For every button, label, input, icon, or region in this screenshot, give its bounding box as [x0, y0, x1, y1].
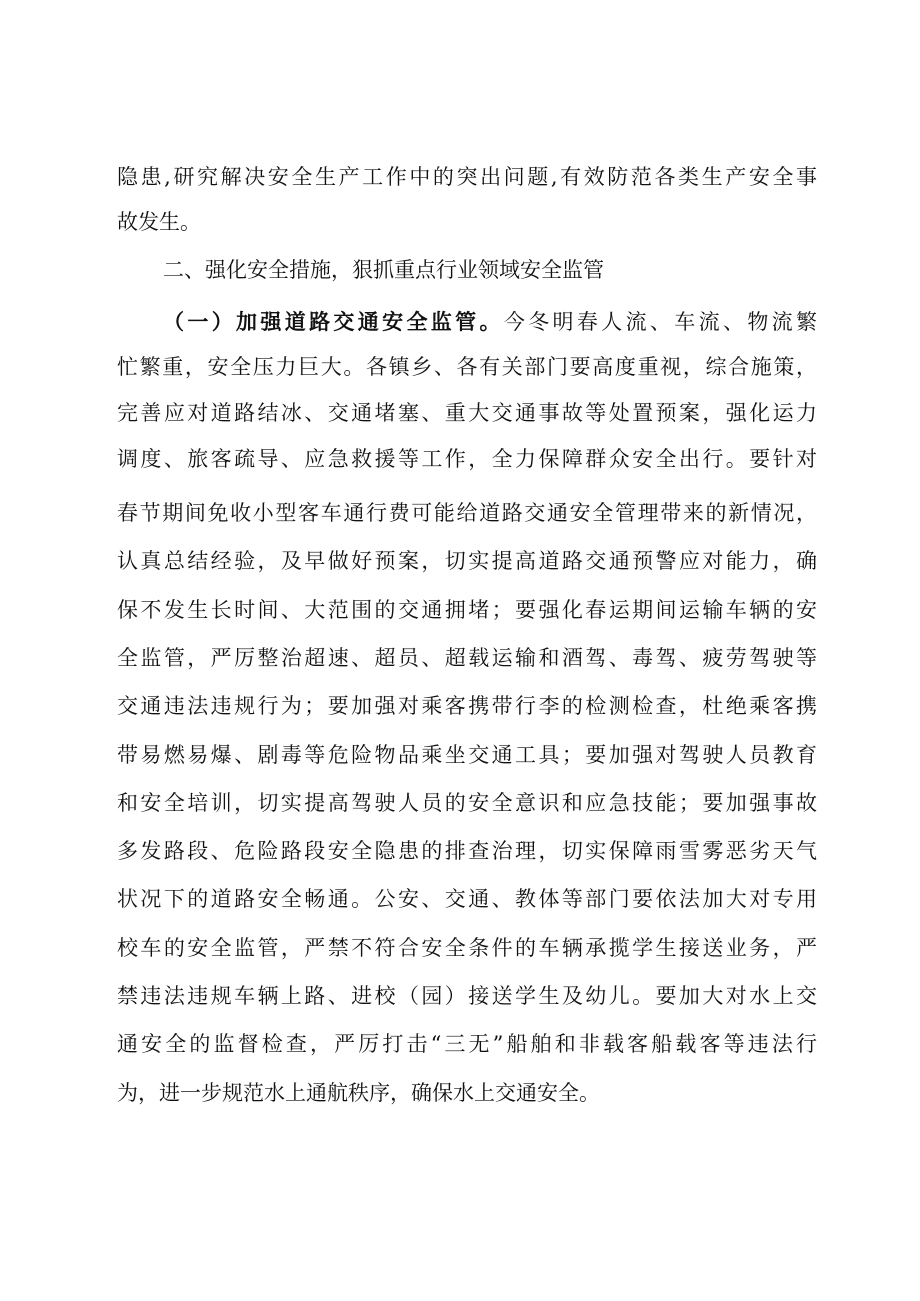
paragraph-line: 全监管，严厉整治超速、超员、超载运输和酒驾、毒驾、疲劳驾驶等 [117, 646, 817, 670]
paragraph-line: 多发路段、危险路段安全隐患的排查治理，切实保障雨雪雾恶劣天气 [117, 839, 817, 863]
paragraph-line: 认真总结经验，及早做好预案，切实提高道路交通预警应对能力，确 [117, 549, 817, 573]
section-heading: 二、强化安全措施，狠抓重点行业领域安全监管 [163, 258, 604, 282]
paragraph-line: 为，进一步规范水上通航秩序，确保水上交通安全。 [117, 1081, 600, 1105]
paragraph-line: 隐患,研究解决安全生产工作中的突出问题,有效防范各类生产安全事 [117, 165, 817, 189]
paragraph-line: 交通违法违规行为；要加强对乘客携带行李的检测检查，杜绝乘客携 [117, 694, 817, 718]
paragraph-first-line [163, 302, 817, 342]
paragraph-line: 带易燃易爆、剧毒等危险物品乘坐交通工具；要加强对驾驶人员教育 [117, 743, 817, 767]
paragraph-line: 禁违法违规车辆上路、进校（园）接送学生及幼儿。要加大对水上交 [117, 984, 817, 1008]
paragraph-line: 状况下的道路安全畅通。公安、交通、教体等部门要依法加大对专用 [117, 887, 817, 911]
paragraph-line: 校车的安全监管，严禁不符合安全条件的车辆承揽学生接送业务，严 [117, 936, 817, 960]
paragraph-line: 通安全的监督检查，严厉打击“三无”船舶和非载客船载客等违法行 [117, 1032, 817, 1056]
paragraph-line: 完善应对道路结冰、交通堵塞、重大交通事故等处置预案，强化运力 [117, 401, 817, 425]
paragraph-line: 春节期间免收小型客车通行费可能给道路交通安全管理带来的新情况， [117, 501, 817, 525]
subsection-title: （一）加强道路交通安全监管。 [163, 309, 504, 334]
paragraph-line: 忙繁重，安全压力巨大。各镇乡、各有关部门要高度重视，综合施策， [117, 355, 817, 379]
paragraph-text: 今冬明春人流、车流、物流繁 [503, 310, 818, 334]
paragraph-line: 保不发生长时间、大范围的交通拥堵；要强化春运期间运输车辆的安 [117, 598, 817, 622]
paragraph-line: 故发生。 [117, 210, 201, 234]
paragraph-line: 和安全培训，切实提高驾驶人员的安全意识和应急技能；要加强事故 [117, 791, 817, 815]
paragraph-line: 调度、旅客疏导、应急救援等工作，全力保障群众安全出行。要针对 [117, 447, 817, 471]
